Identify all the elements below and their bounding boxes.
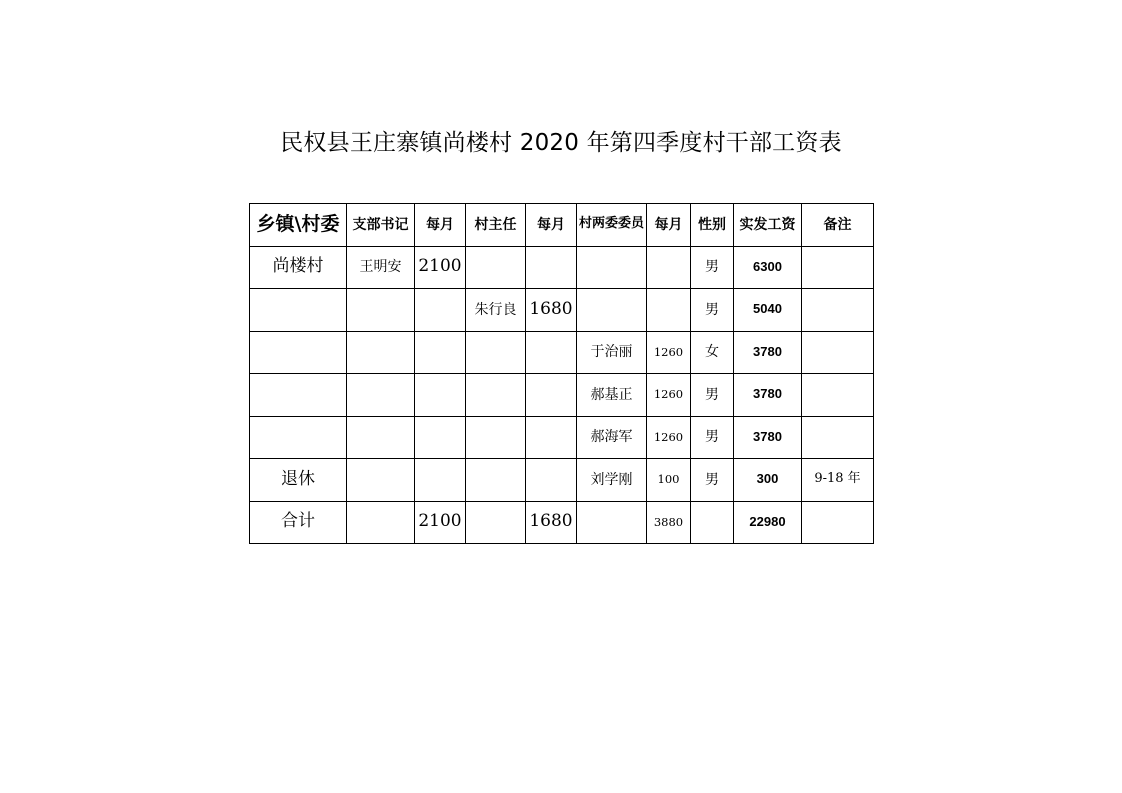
table-cell [526,416,577,459]
table-cell [647,246,691,289]
table-cell: 3780 [734,331,802,374]
table-cell: 退休 [250,459,347,502]
table-cell [415,416,466,459]
table-row [250,459,874,502]
table-cell [802,331,874,374]
table-cell: 郝基正 [577,374,647,417]
table-cell [466,459,526,502]
table-cell: 男 [691,289,734,332]
table-cell [577,501,647,544]
table-cell: 3780 [734,374,802,417]
table-cell: 1260 [647,416,691,459]
table-cell [347,416,415,459]
table-cell [577,246,647,289]
table-cell: 1680 [526,501,577,544]
table-cell: 尚楼村 [250,246,347,289]
table-cell [526,459,577,502]
table-cell: 2100 [415,246,466,289]
table-cell: 1260 [647,374,691,417]
table-row [250,331,874,374]
header-cell: 每月 [415,204,466,247]
table-cell: 100 [647,459,691,502]
table-cell: 6300 [734,246,802,289]
table-cell [415,374,466,417]
table-cell [250,331,347,374]
header-cell: 村主任 [466,204,526,247]
table-cell: 3880 [647,501,691,544]
table-cell [466,416,526,459]
table-cell: 300 [734,459,802,502]
table-cell: 22980 [734,501,802,544]
table-row [250,416,874,459]
table-cell [466,374,526,417]
table-cell: 1680 [526,289,577,332]
table-cell: 刘学刚 [577,459,647,502]
total-row [250,501,874,544]
header-cell: 支部书记 [347,204,415,247]
table-cell [526,246,577,289]
table-cell: 合计 [250,501,347,544]
table-cell [647,289,691,332]
table-cell: 王明安 [347,246,415,289]
table-row [250,246,874,289]
table-cell [466,246,526,289]
table-cell [802,374,874,417]
table-cell: 于治丽 [577,331,647,374]
page-title: 民权县王庄寨镇尚楼村 2020 年第四季度村干部工资表 [280,130,842,156]
table-cell: 1260 [647,331,691,374]
table-cell [526,374,577,417]
table-cell: 9-18 年 [802,459,874,502]
table-cell: 男 [691,459,734,502]
table-row [250,289,874,332]
table-cell [526,331,577,374]
table-cell: 男 [691,374,734,417]
table-cell [347,374,415,417]
header-cell: 备注 [802,204,874,247]
table-cell [415,289,466,332]
table-cell [577,289,647,332]
table-row [250,374,874,417]
header-cell: 每月 [526,204,577,247]
table-cell: 3780 [734,416,802,459]
table-cell [802,501,874,544]
header-cell: 性别 [691,204,734,247]
table-cell [802,289,874,332]
table-cell: 2100 [415,501,466,544]
table-cell [250,416,347,459]
table-cell [802,246,874,289]
table-cell [466,331,526,374]
table-cell [347,501,415,544]
header-cell: 乡镇\村委 [250,204,347,247]
table-cell [347,459,415,502]
table-cell: 朱行良 [466,289,526,332]
header-cell: 村两委委员 [577,204,647,247]
table-cell: 男 [691,416,734,459]
table-cell [347,331,415,374]
table-cell: 郝海军 [577,416,647,459]
table-cell [691,501,734,544]
table-cell: 5040 [734,289,802,332]
table-cell: 男 [691,246,734,289]
header-row [250,204,874,247]
table-cell [347,289,415,332]
header-cell: 每月 [647,204,691,247]
salary-table [249,203,874,544]
table-cell [415,459,466,502]
table-cell [415,331,466,374]
table-cell [466,501,526,544]
table-cell [250,374,347,417]
table-cell: 女 [691,331,734,374]
header-cell: 实发工资 [734,204,802,247]
table-cell [250,289,347,332]
table-cell [802,416,874,459]
